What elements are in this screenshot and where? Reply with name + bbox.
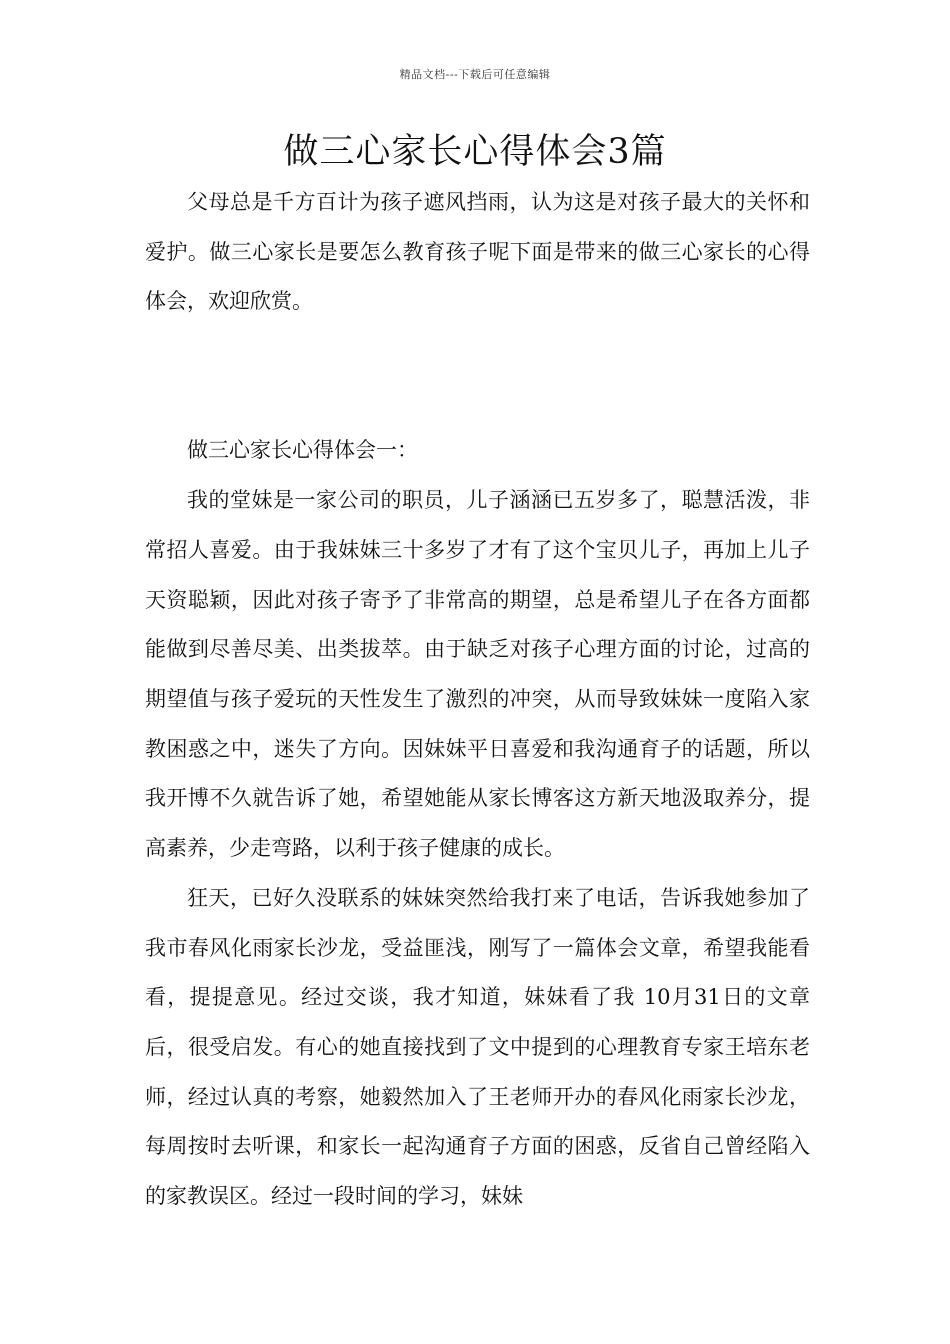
intro-paragraph: 父母总是千方百计为孩子遮风挡雨，认为这是对孩子最大的关怀和爱护。做三心家长是要怎么教育孩子呢下面是带来的做三心家长的心得体会，欢迎欣赏。 xyxy=(145,190,810,314)
header-note: 精品文档---下载后可任意编辑 xyxy=(399,68,551,81)
document-title: 做三心家长心得体会3篇 xyxy=(283,132,667,172)
document-body xyxy=(145,178,810,1222)
body-paragraph: 我的堂妹是一家公司的职员，儿子涵涵已五岁多了，聪慧活泼，非常招人喜爱。由于我妹妹三十多岁了才有了这个宝贝儿子，再加上儿子天资聪颖，因此对孩子寄予了非常高的期望，总是希望儿子在各方面都能做到尽善尽美、出类拔萃。由于缺乏对孩子心理方面的讨论，过高的期望值与孩子爱玩的天性发生了激烈的冲突，从而导致妹妹一度陷入家教困惑之中，迷失了方向。因妹妹平日喜爱和我沟通育子的话题，所以我开博不久就告诉了她，希望她能从家长博客这方新天地汲取养分，提高素养，少走弯路，以利于孩子健康的成长。 xyxy=(145,488,810,861)
blank-line xyxy=(145,327,810,377)
body-paragraph: 狂天，已好久没联系的妹妹突然给我打来了电话，告诉我她参加了我市春风化雨家长沙龙，受益匪浅，刚写了一篇体会文章，希望我能看看，提提意见。经过交谈，我才知道，妹妹看了我 10月31日的文章后，很受启发。有心的她直接找到了文中提到的心理教育专家王培东老师，经过认真的考察，她毅然加入了王老师开办的春风化雨家长沙龙，每周按时去听课，和家长一起沟通育子方面的困惑，反省自己曾经陷入的家教误区。经过一段时间的学习，妹妹 xyxy=(145,885,810,1209)
section-heading: 做三心家长心得体会一： xyxy=(187,438,418,463)
blank-line xyxy=(145,377,810,427)
